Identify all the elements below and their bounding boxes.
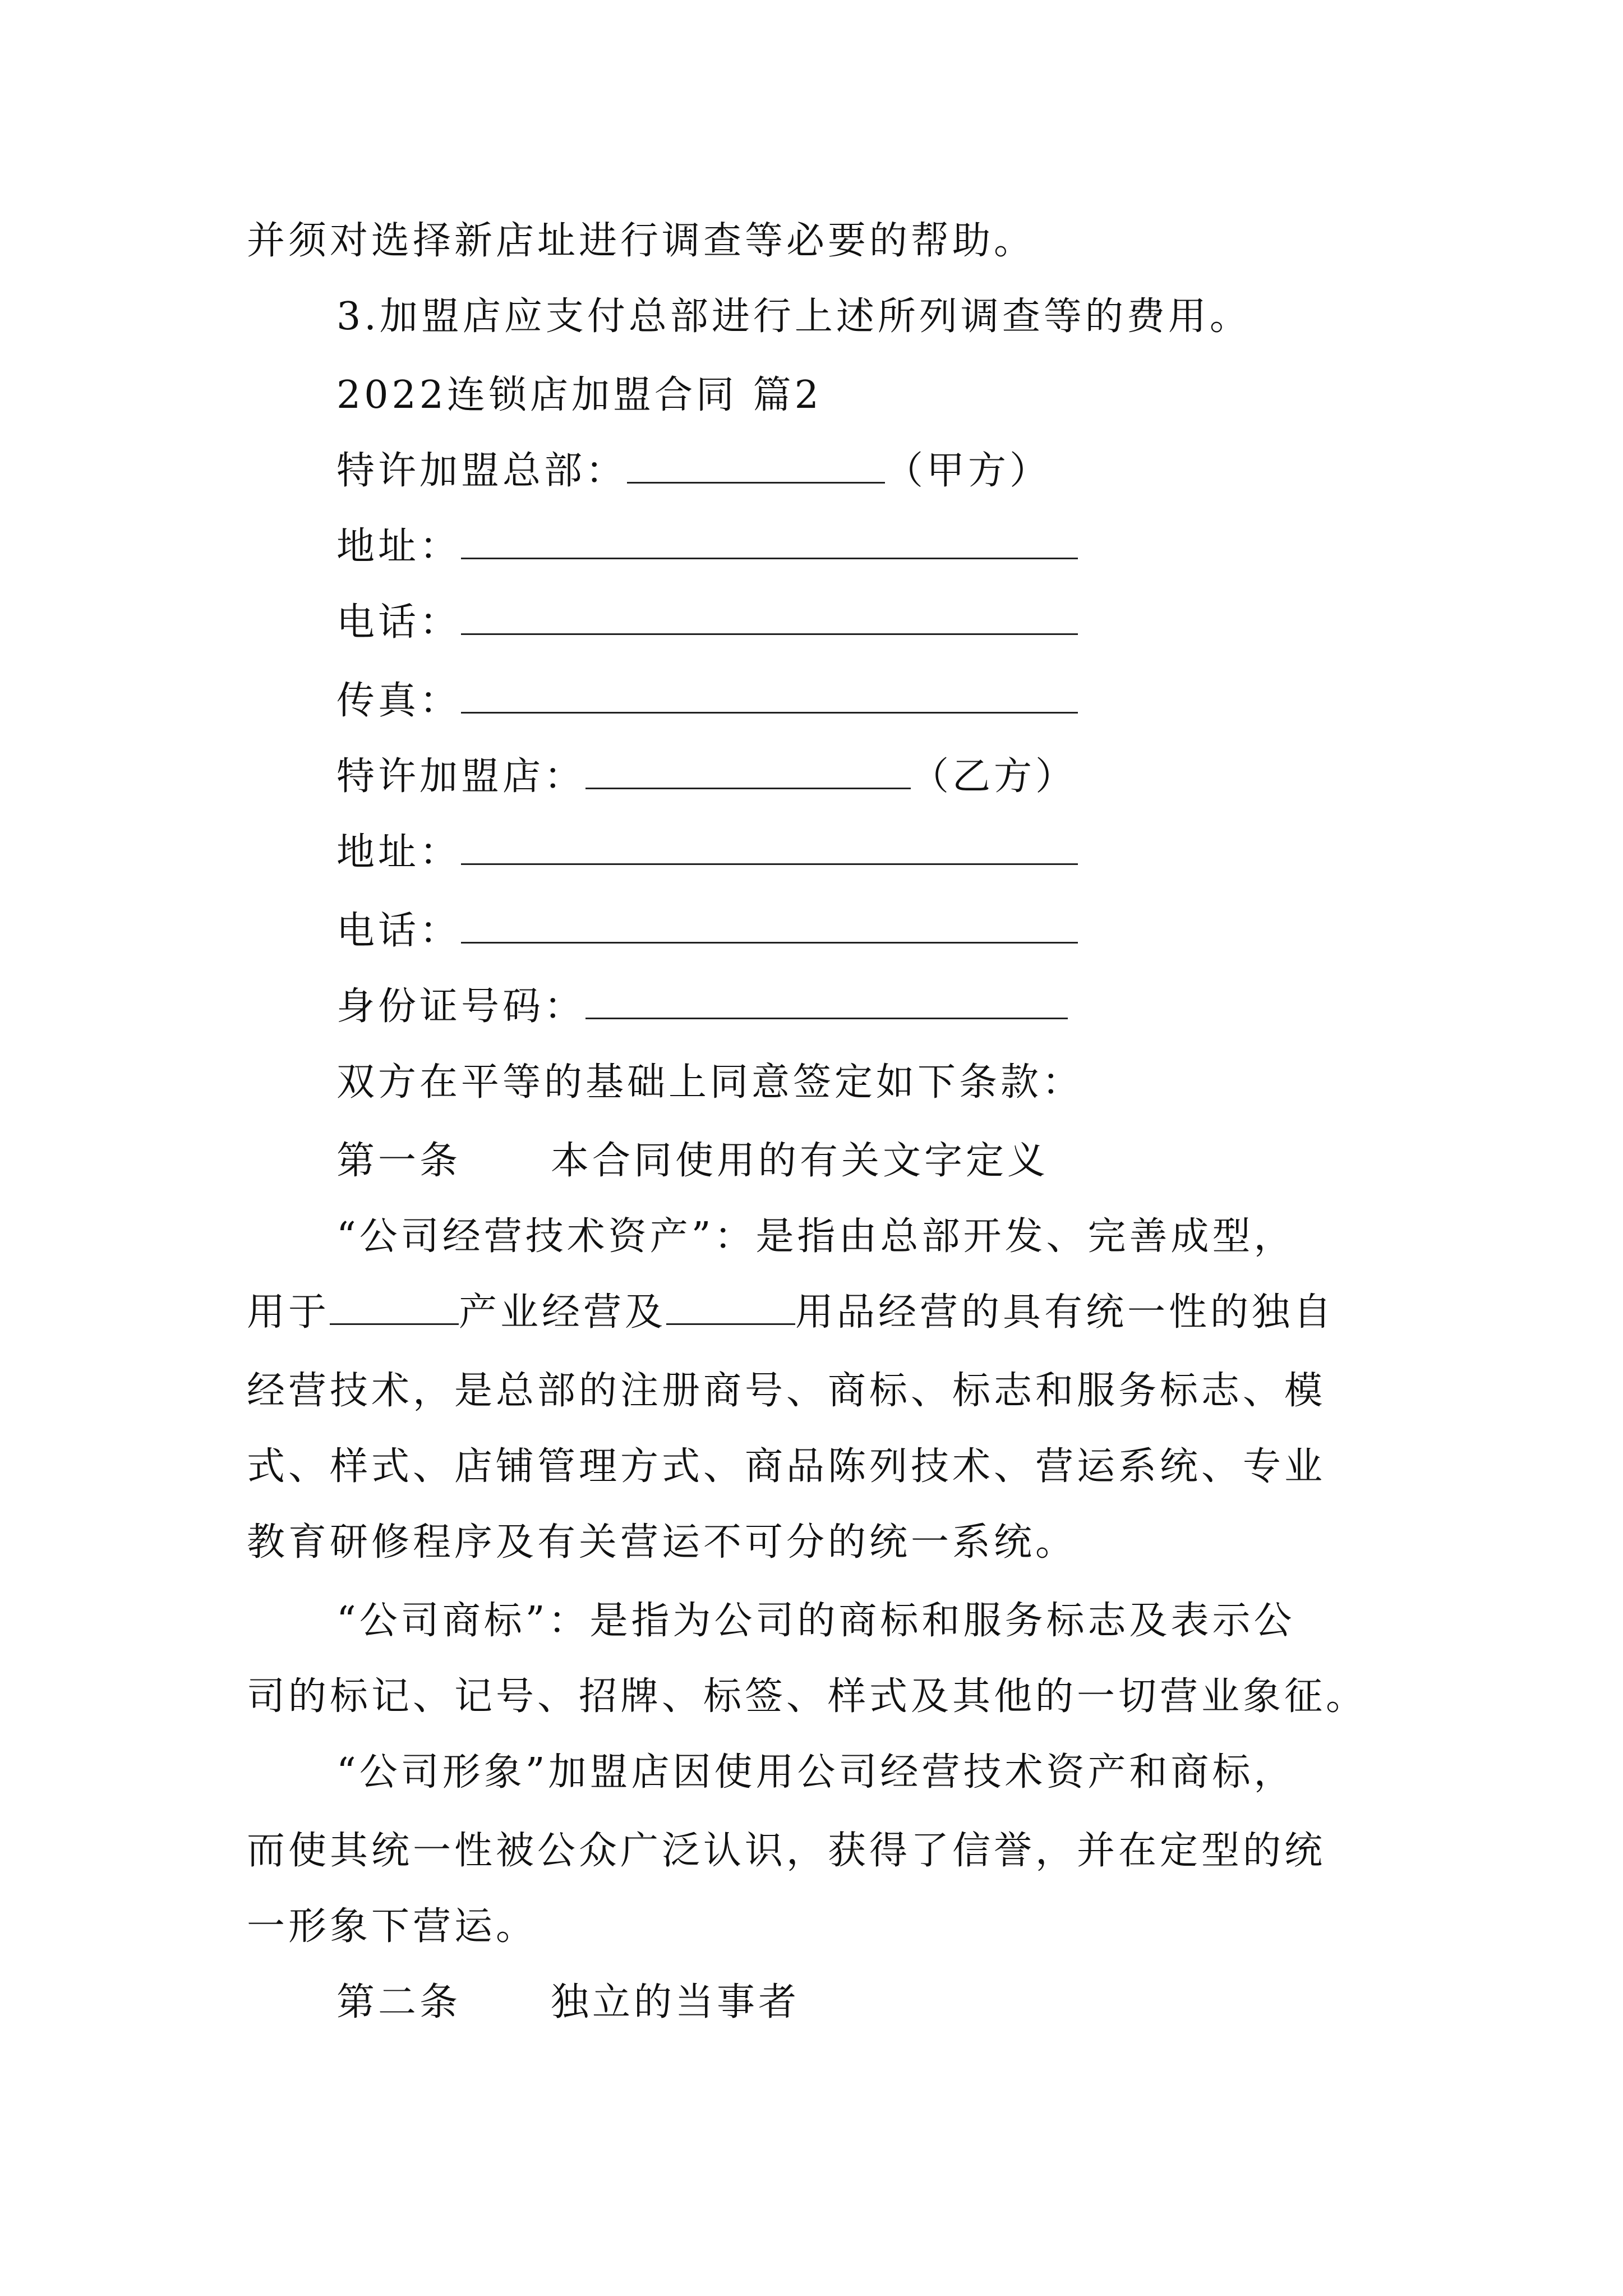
text: 式、样式、店铺管理方式、商品陈列技术、营运系统、专业 xyxy=(247,1444,1326,1489)
article-number: 第一条 xyxy=(336,1139,462,1183)
paragraph-line xyxy=(247,1363,1326,1419)
paragraph-line xyxy=(247,1285,1335,1341)
paragraph-line xyxy=(336,1055,1083,1111)
form-line-id-number xyxy=(336,979,1068,1035)
field-label: 电话： xyxy=(336,600,462,645)
field-label: 身份证号码： xyxy=(336,984,586,1029)
field-label: 地址： xyxy=(336,830,462,875)
paragraph-line xyxy=(336,1593,1295,1649)
blank-line xyxy=(585,755,911,789)
text: 一形象下营运。 xyxy=(247,1904,538,1949)
article-heading xyxy=(336,1975,800,2031)
article-heading xyxy=(336,1133,1049,1189)
text: 产业经营及 xyxy=(459,1290,667,1335)
blank-line xyxy=(461,831,1078,865)
party-label: （甲方） xyxy=(885,449,1052,493)
field-label: 地址： xyxy=(336,524,462,569)
paragraph-line xyxy=(336,1209,1295,1265)
blank-line xyxy=(461,601,1078,635)
paragraph-line xyxy=(336,289,1251,345)
text: 3.加盟店应支付总部进行上述所列调查等的费用。 xyxy=(336,295,1251,339)
text: 教育研修程序及有关营运不可分的统一系统。 xyxy=(247,1520,1077,1565)
paragraph-line xyxy=(247,1515,1077,1571)
form-line-phone xyxy=(336,595,1078,651)
paragraph-line xyxy=(247,1439,1326,1495)
article-title: 独立的当事者 xyxy=(551,1980,800,2024)
form-line-phone xyxy=(336,903,1078,959)
section-heading xyxy=(336,367,822,424)
blank-line xyxy=(585,985,1068,1019)
text: “公司形象”加盟店因使用公司经营技术资产和商标， xyxy=(336,1750,1295,1795)
field-label: 传真： xyxy=(336,679,462,723)
text: “公司商标”：是指为公司的商标和服务标志及表示公 xyxy=(336,1599,1295,1643)
paragraph-line xyxy=(247,213,1035,269)
field-label: 特许加盟总部： xyxy=(336,449,628,493)
form-line-franchisee xyxy=(336,749,1077,805)
text: 双方在平等的基础上同意签定如下条款： xyxy=(336,1060,1084,1105)
paragraph-line xyxy=(247,1823,1326,1879)
blank-line xyxy=(330,1291,459,1325)
paragraph-line xyxy=(247,1899,537,1955)
blank-line xyxy=(627,449,885,484)
text: 用于 xyxy=(247,1290,330,1335)
text: 而使其统一性被公众广泛认识，获得了信誉，并在定型的统 xyxy=(247,1829,1326,1873)
blank-line xyxy=(461,679,1078,714)
paragraph-line xyxy=(247,1669,1367,1725)
field-label: 特许加盟店： xyxy=(336,754,586,799)
text: 经营技术，是总部的注册商号、商标、标志和服务标志、模 xyxy=(247,1369,1326,1413)
party-label: （乙方） xyxy=(911,754,1077,799)
heading-text: 2022连锁店加盟合同 篇2 xyxy=(336,373,822,417)
text: 司的标记、记号、招牌、标签、样式及其他的一切营业象征。 xyxy=(247,1674,1368,1719)
field-label: 电话： xyxy=(336,909,462,953)
article-number: 第二条 xyxy=(336,1980,462,2024)
blank-line xyxy=(461,909,1078,944)
article-title: 本合同使用的有关文字定义 xyxy=(551,1139,1049,1183)
text: 用品经营的具有统一性的独自 xyxy=(795,1290,1335,1335)
blank-line xyxy=(666,1291,795,1325)
form-line-address xyxy=(336,825,1078,881)
form-line-address xyxy=(336,519,1078,575)
text: 并须对选择新店址进行调查等必要的帮助。 xyxy=(247,219,1036,263)
form-line-fax xyxy=(336,673,1078,729)
form-line-franchisor xyxy=(336,443,1051,499)
blank-line xyxy=(461,525,1078,559)
paragraph-line xyxy=(336,1745,1295,1801)
text: “公司经营技术资产”：是指由总部开发、完善成型， xyxy=(336,1214,1295,1259)
